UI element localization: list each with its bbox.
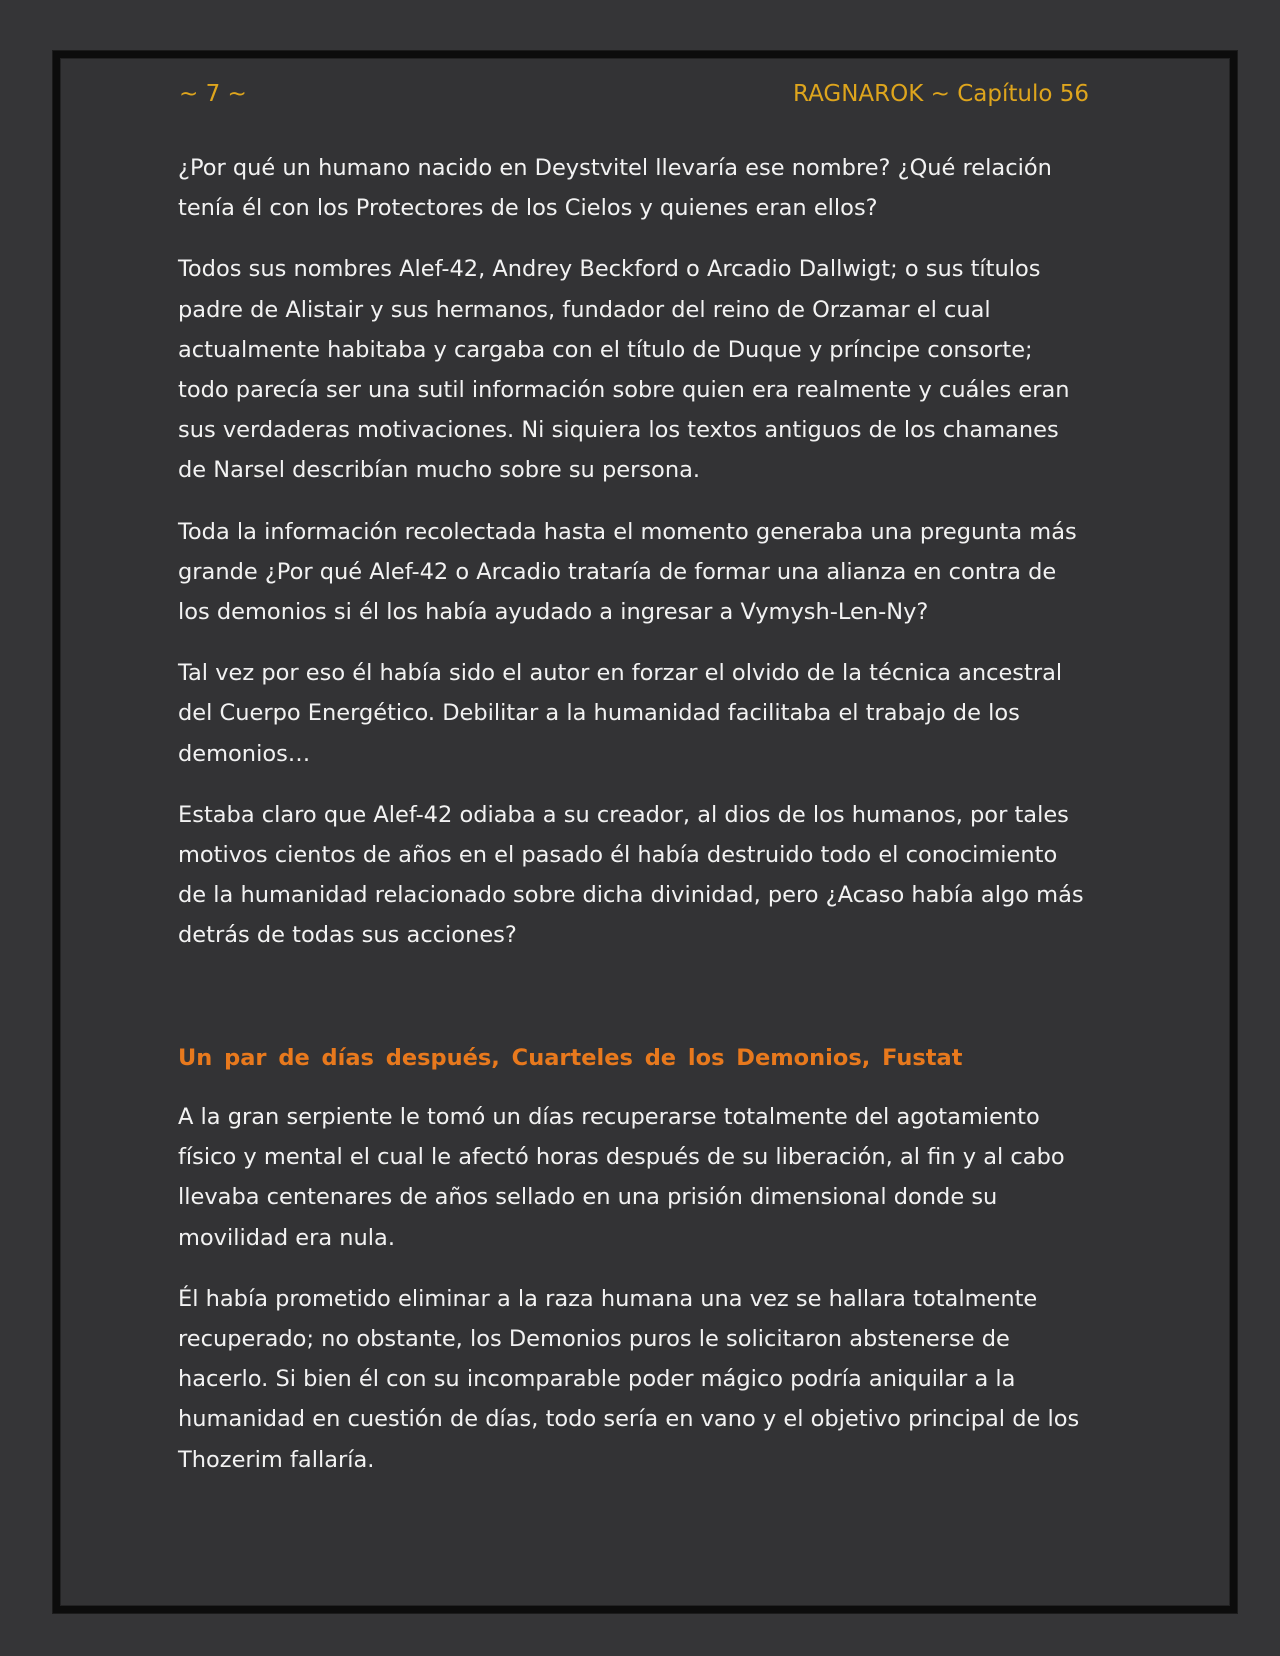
page-header (179, 76, 1089, 112)
paragraph (178, 148, 1102, 228)
text-line: ¿Por qué un humano nacido en Deystvitel llevaría ese nombre? ¿Qué relación (178, 155, 1052, 181)
text-line: llevaba centenares de años sellado en una prisión dimensional donde su (178, 1184, 998, 1211)
paragraph (178, 653, 1102, 774)
text-line: todo parecía ser una sutil información sobre quien era realmente y cuáles eran (178, 377, 1070, 404)
text-line: hacerlo. Si bien él con su incomparable poder mágico podría aniquilar a la (178, 1366, 1016, 1393)
paragraph (178, 512, 1102, 633)
text-line: demonios… (178, 740, 311, 767)
text-line: humanidad en cuestión de días, todo sería en vano y el objetivo principal de los (178, 1406, 1080, 1433)
text-line: Toda la información recolectada hasta el momento generaba una pregunta más (178, 518, 1077, 545)
text-line: motivos cientos de años en el pasado él había destruido todo el conocimiento (178, 842, 1058, 869)
text-line: físico y mental el cual le afectó horas después de su liberación, al fin y al cabo (178, 1144, 1065, 1171)
text-line: de la humanidad relacionado sobre dicha divinidad, pero ¿Acaso había algo más (178, 882, 1084, 909)
paragraph (178, 249, 1102, 490)
paragraph (178, 1097, 1102, 1258)
text-line: Tal vez por eso él había sido el autor en forzar el olvido de la técnica ancestral (178, 660, 1063, 687)
text-line: movilidad era nula. (178, 1224, 396, 1251)
text-line: del Cuerpo Energético. Debilitar a la humanidad facilitaba el trabajo de los (178, 700, 1020, 727)
text-line: actualmente habitaba y cargaba con el título de Duque y príncipe consorte; (178, 336, 1033, 363)
running-title: RAGNAROK ~ Capítulo 56 (793, 81, 1089, 107)
text-line: sus verdaderas motivaciones. Ni siquiera los textos antiguos de los chamanes (178, 417, 1059, 444)
paragraph (178, 795, 1102, 956)
section-heading: Un par de días después, Cuarteles de los Demonios, Fustat (178, 1045, 963, 1071)
text-line: Thozerim fallaría. (178, 1446, 375, 1473)
text-line: Él había prometido eliminar a la raza humana una vez se hallara totalmente (178, 1285, 1038, 1312)
text-line: padre de Alistair y sus hermanos, fundador del reino de Orzamar el cual (178, 296, 991, 323)
text-line: Todos sus nombres Alef-42, Andrey Beckford o Arcadio Dallwigt; o sus títulos (178, 256, 1041, 283)
text-line: detrás de todas sus acciones? (178, 922, 517, 949)
text-line: tenía él con los Protectores de los Cielos y quienes eran ellos? (178, 195, 878, 222)
paragraph (178, 1279, 1102, 1480)
text-line: A la gran serpiente le tomó un días recuperarse totalmente del agotamiento (178, 1104, 1040, 1130)
text-line: recuperado; no obstante, los Demonios puros le solicitaron abstenerse de (178, 1326, 1010, 1353)
text-line: Estaba claro que Alef-42 odiaba a su creador, al dios de los humanos, por tales (178, 801, 1069, 828)
text-line: grande ¿Por qué Alef-42 o Arcadio trataría de formar una alianza en contra de (178, 558, 1057, 585)
body-text-top (178, 148, 1102, 977)
page-number: ~ 7 ~ (179, 81, 247, 107)
body-text-bottom (178, 1097, 1102, 1501)
text-line: de Narsel describían mucho sobre su persona. (178, 457, 701, 484)
text-line: los demonios si él los había ayudado a ingresar a Vymysh-Len-Ny? (178, 599, 929, 626)
